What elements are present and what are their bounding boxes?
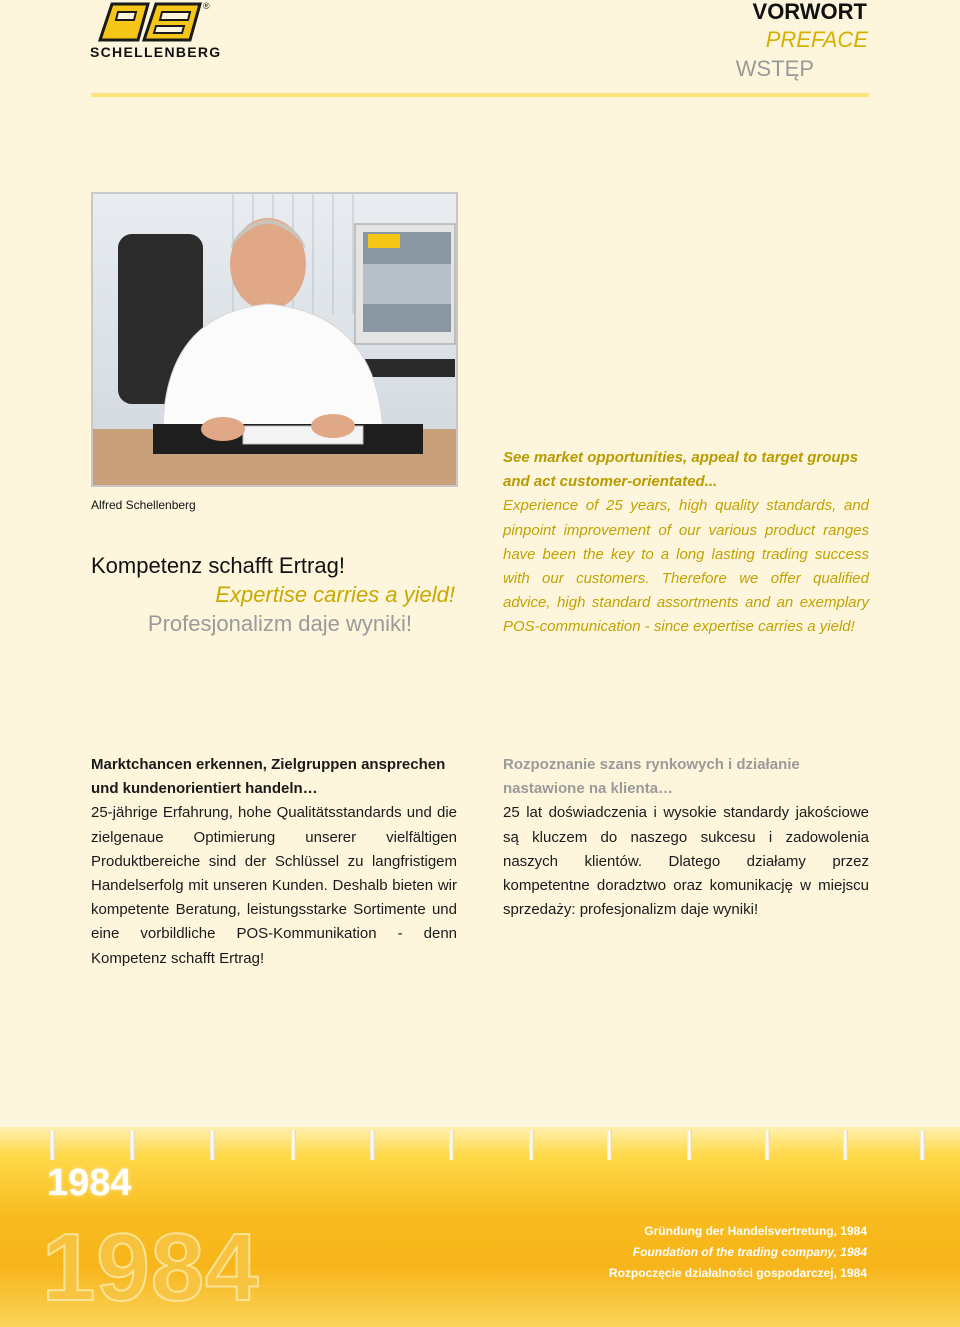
timeline-tick xyxy=(130,1130,135,1160)
page-title-en: PREFACE xyxy=(765,27,868,52)
timeline-tick xyxy=(370,1130,375,1160)
timeline-tick xyxy=(50,1130,55,1160)
section-en xyxy=(503,446,869,640)
footer-line-pl: Rozpoczęcie działalności gospodarczej, 1984 xyxy=(608,1266,867,1280)
photo-caption: Alfred Schellenberg xyxy=(91,498,196,512)
section-pl-body: 25 lat doświadczenia i wysokie standardy jakościowe są kluczem do naszego sukcesu i zadowolenia naszych klientów. Dlatego działamy przez kompetentne doradztwo oraz komunikację w miejscu sprzedaży: profesjonalizm daje wyniki! xyxy=(503,804,869,919)
timeline-tick xyxy=(765,1130,770,1160)
timeline-tick xyxy=(920,1130,925,1160)
footer-line-de: Gründung der Handelsvertretung, 1984 xyxy=(644,1224,867,1238)
timeline-tick xyxy=(843,1130,848,1160)
section-en-body: Experience of 25 years, high quality standards, and pinpoint improvement of our various product ranges have been the key to a long lasting trading success with our customers. Therefore we offer qualified advice, high standard assortments and an exemplary POS-communication - since expertise carries a yield! xyxy=(503,497,869,636)
slogan-en: Expertise carries a yield! xyxy=(215,582,455,607)
section-pl-heading: Rozpoznanie szans rynkowych i działanie nastawione na klienta… xyxy=(503,756,800,798)
header-divider xyxy=(91,93,869,97)
portrait-photo xyxy=(91,192,458,487)
slogan-de: Kompetenz schafft Ertrag! xyxy=(91,553,345,578)
section-en-heading: See market opportunities, appeal to target groups and act customer-orientated... xyxy=(503,449,859,491)
timeline-tick xyxy=(210,1130,215,1160)
footer-line-en: Foundation of the trading company, 1984 xyxy=(632,1245,867,1259)
timeline-year-watermark: 1984 xyxy=(42,1214,260,1321)
timeline-year-label: 1984 xyxy=(47,1162,132,1204)
section-de-body: 25-jährige Erfahrung, hohe Qualitätsstandards und die zielgenaue Optimierung unserer vielfältigen Produktbereiche sind der Schlüssel zu langfristigem Handelserfolg mit unseren Kunden. Deshalb bieten wir kompetente Beratung, leistungsstarke Sortimente und eine vorbildliche POS-Kommunikation - denn Kompetenz schafft Ertrag! xyxy=(91,804,457,967)
section-de-heading: Marktchancen erkennen, Zielgruppen ansprechen und kundenorientiert handeln… xyxy=(91,756,446,798)
timeline-tick xyxy=(687,1130,692,1160)
page-title-de: VORWORT xyxy=(752,0,867,24)
slogan-pl: Profesjonalizm daje wyniki! xyxy=(147,611,412,636)
logo-mark-icon xyxy=(90,2,215,46)
registered-mark: ® xyxy=(203,1,210,11)
timeline-tick xyxy=(449,1130,454,1160)
logo-wordmark: SCHELLENBERG xyxy=(90,44,222,60)
page-title-pl: WSTĘP xyxy=(735,56,814,81)
timeline-tick xyxy=(607,1130,612,1160)
section-pl xyxy=(503,753,869,922)
section-de xyxy=(91,753,457,971)
timeline-tick xyxy=(529,1130,534,1160)
timeline-tick xyxy=(291,1130,296,1160)
